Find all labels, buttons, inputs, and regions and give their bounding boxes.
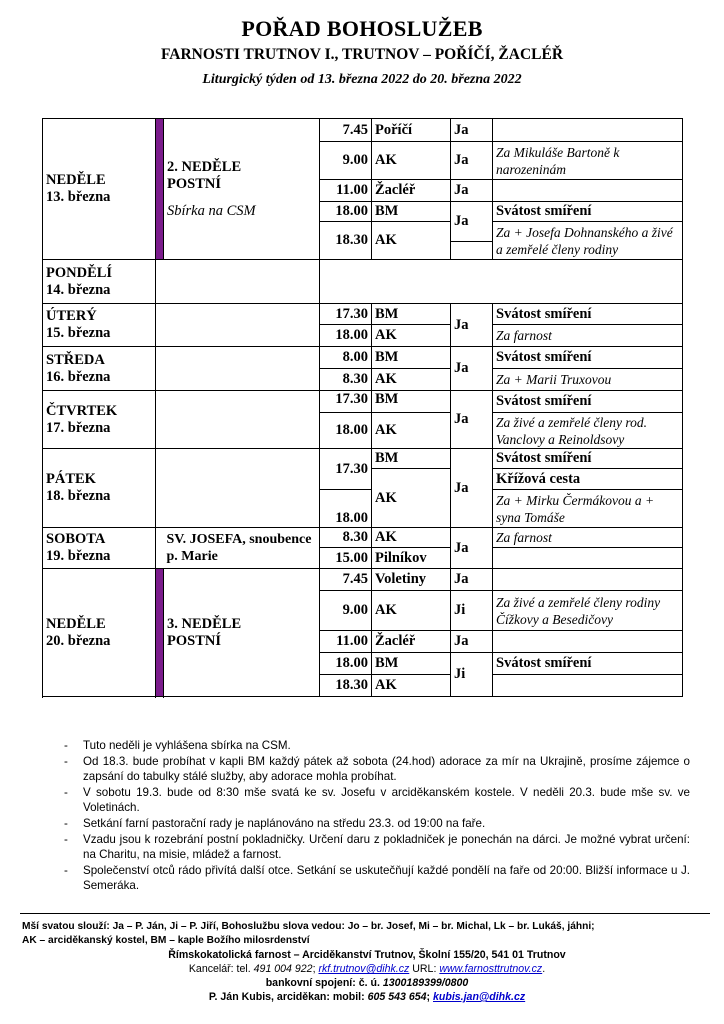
day-cell: NEDĚLE 20. března bbox=[43, 569, 156, 697]
note-cell: Za + Mirku Čermákovou a + syna Tomáše bbox=[493, 490, 683, 528]
table-row bbox=[43, 347, 683, 369]
announcement-item: - V sobotu 19.3. bude od 8:30 mše svatá ke sv. Josefu v arciděkanském kostele. V neděli 20.3. bude mše sv. ve Voletinách. bbox=[60, 785, 690, 815]
footer-legend-places: AK – arciděkanský kostel, BM – kaple Božího milosrdenství bbox=[22, 935, 310, 946]
priest-cell: Ja bbox=[451, 631, 493, 653]
time-cell: 17.30 bbox=[320, 391, 372, 413]
priest-cell: Ji bbox=[451, 653, 493, 697]
place-cell: AK bbox=[372, 142, 451, 180]
time-cell: 9.00 bbox=[320, 142, 372, 180]
place-cell: AK bbox=[372, 528, 451, 548]
note-cell: Svátost smíření bbox=[493, 304, 623, 325]
table-row bbox=[43, 260, 683, 304]
announcement-item: - Setkání farní pastorační rady je naplánováno na středu 23.3. od 19:00 na faře. bbox=[60, 816, 690, 831]
day-cell: STŘEDA 16. března bbox=[43, 347, 156, 391]
note-cell bbox=[493, 675, 683, 697]
time-cell: 18.00 bbox=[320, 490, 372, 528]
office-email-link[interactable]: rkf.trutnov@dihk.cz bbox=[318, 963, 410, 975]
feast-cell bbox=[156, 449, 320, 528]
feast-cell bbox=[156, 391, 320, 449]
place-cell: BM bbox=[372, 449, 451, 469]
priest-cell: Ja bbox=[451, 391, 493, 449]
feast-cell: 3. NEDĚLE POSTNÍ bbox=[164, 569, 320, 697]
time-cell: 17.30 bbox=[320, 449, 372, 490]
footer-divider bbox=[20, 913, 710, 914]
note-cell bbox=[493, 631, 683, 653]
place-cell: Poříčí bbox=[372, 119, 451, 142]
time-cell: 18.30 bbox=[320, 222, 372, 260]
priest-mobile: 605 543 654 bbox=[367, 991, 427, 1003]
note-cell: Za + Josefa Dohnanského a živé a zemřelé členy rodiny bbox=[493, 222, 683, 260]
note-cell: Svátost smíření bbox=[493, 391, 623, 413]
place-cell: BM bbox=[372, 202, 451, 222]
priest-cell: Ja bbox=[451, 180, 493, 202]
feast-cell: SV. JOSEFA, snoubence p. Marie bbox=[164, 528, 320, 569]
office-contact: Kancelář: tel. 491 004 922; rkf.trutnov@dihk.cz URL: www.farnosttrutnov.cz. bbox=[188, 963, 546, 975]
place-cell: AK bbox=[372, 591, 451, 631]
place-cell: BM bbox=[372, 653, 451, 675]
priest-contact: P. Ján Kubis, arciděkan: mobil: 605 543 654; kubis.jan@dihk.cz bbox=[208, 991, 526, 1003]
day-cell: PONDĚLÍ 14. března bbox=[43, 260, 156, 304]
day-cell: PÁTEK 18. března bbox=[43, 449, 156, 528]
feast-cell bbox=[156, 347, 320, 391]
time-cell: 8.00 bbox=[320, 347, 372, 369]
time-cell: 18.00 bbox=[320, 325, 372, 347]
time-cell: 8.30 bbox=[320, 369, 372, 391]
table-row bbox=[43, 449, 683, 469]
time-cell: 11.00 bbox=[320, 631, 372, 653]
place-cell: Voletiny bbox=[372, 569, 451, 591]
place-cell: AK bbox=[372, 325, 451, 347]
time-cell: 11.00 bbox=[320, 180, 372, 202]
note-cell bbox=[493, 548, 683, 569]
note-cell: Křížová cesta bbox=[493, 469, 623, 490]
footer-legend: Mší svatou slouží: Ja – P. Ján, Ji – P. Jiří, Bohoslužbu slova vedou: Jo – br. Josef, Mi – br. Michal, Lk – br. Lukáš, jáhni; bbox=[22, 921, 595, 932]
announcements bbox=[60, 738, 690, 894]
day-cell: ČTVRTEK 17. března bbox=[43, 391, 156, 449]
time-cell: 15.00 bbox=[320, 548, 372, 569]
priest-cell: Ja bbox=[451, 202, 493, 242]
note-cell: Za Mikuláše Bartoně k narozeninám bbox=[493, 142, 683, 180]
priest-cell: Ja bbox=[451, 142, 493, 180]
announcement-item: - Společenství otců rádo přivítá další otce. Setkání se uskutečňují každé pondělí na faře od 20:00. Bližší informace u J. Semeráka. bbox=[60, 863, 690, 893]
liturgical-color-bar bbox=[156, 569, 164, 697]
day-cell: ÚTERÝ 15. března bbox=[43, 304, 156, 347]
priest-cell: Ja bbox=[451, 449, 493, 528]
note-cell: Svátost smíření bbox=[493, 653, 623, 675]
feast-cell: 2. NEDĚLE POSTNÍ Sbírka na CSM bbox=[164, 119, 320, 260]
place-cell: AK bbox=[372, 469, 451, 528]
parish-subtitle: FARNOSTI TRUTNOV I., TRUTNOV – POŘÍČÍ, ŽACLÉŘ bbox=[160, 46, 564, 63]
table-row bbox=[43, 569, 683, 591]
place-cell: Pilníkov bbox=[372, 548, 451, 569]
liturgical-color-bar bbox=[156, 119, 164, 260]
note-cell: Za + Marii Truxovou bbox=[493, 369, 683, 391]
priest-cell: Ji bbox=[451, 591, 493, 631]
week-range: Liturgický týden od 13. března 2022 do 20. března 2022 bbox=[202, 72, 522, 87]
note-cell: Svátost smíření bbox=[493, 347, 623, 369]
priest-cell: Ja bbox=[451, 347, 493, 391]
table-row bbox=[43, 304, 683, 325]
time-cell: 7.45 bbox=[320, 119, 372, 142]
priest-email-link[interactable]: kubis.jan@dihk.cz bbox=[433, 991, 526, 1003]
day-cell: NEDĚLE 13. března bbox=[43, 119, 156, 260]
priest-cell: Ja bbox=[451, 569, 493, 591]
footer bbox=[22, 920, 712, 1004]
note-cell: Za farnost bbox=[493, 325, 683, 347]
note-cell: Za živé a zemřelé členy rod. Vanclovy a Reinoldsovy bbox=[493, 413, 683, 449]
time-cell: 18.00 bbox=[320, 413, 372, 449]
place-cell: Žacléř bbox=[372, 631, 451, 653]
time-cell: 9.00 bbox=[320, 591, 372, 631]
bank-info: bankovní spojení: č. ú. 1300189399/0800 bbox=[265, 977, 469, 989]
note-cell: Za farnost bbox=[493, 528, 683, 548]
website-link[interactable]: www.farnosttrutnov.cz bbox=[439, 963, 543, 975]
day-cell: SOBOTA 19. března bbox=[43, 528, 156, 569]
place-cell: AK bbox=[372, 413, 451, 449]
place-cell: BM bbox=[372, 304, 451, 325]
priest-cell: Ja bbox=[451, 119, 493, 142]
announcement-item: - Vzadu jsou k rozebrání postní pokladničky. Určení daru z pokladniček je ponechán na dárci. Je možné vybrat určení: na Charitu, na misie, mládež a farnost. bbox=[60, 832, 690, 862]
note-cell: Svátost smíření bbox=[493, 449, 623, 469]
place-cell: BM bbox=[372, 347, 451, 369]
schedule-table bbox=[42, 118, 683, 697]
priest-cell: Ja bbox=[451, 304, 493, 347]
empty-cell bbox=[320, 260, 683, 304]
note-cell bbox=[493, 119, 683, 142]
place-cell: AK bbox=[372, 369, 451, 391]
office-phone: 491 004 922 bbox=[253, 963, 313, 975]
table-row bbox=[43, 528, 683, 548]
time-cell: 8.30 bbox=[320, 528, 372, 548]
feast-cell bbox=[156, 260, 320, 304]
time-cell: 7.45 bbox=[320, 569, 372, 591]
place-cell: Žacléř bbox=[372, 180, 451, 202]
place-cell: AK bbox=[372, 222, 451, 260]
announcement-item: - Tuto neděli je vyhlášena sbírka na CSM. bbox=[60, 738, 690, 753]
time-cell: 17.30 bbox=[320, 304, 372, 325]
priest-cell: Ja bbox=[451, 528, 493, 569]
announcement-item: - Od 18.3. bude probíhat v kapli BM každý pátek až sobota (24.hod) adorace za mír na Ukrajině, prosíme zájemce o zapsání do tabulky stálé služby, aby adorace mohla probíhat. bbox=[60, 754, 690, 784]
table-row bbox=[43, 119, 683, 142]
table-row bbox=[43, 391, 683, 413]
place-cell: BM bbox=[372, 391, 451, 413]
note-cell bbox=[493, 180, 683, 202]
time-cell: 18.00 bbox=[320, 653, 372, 675]
time-cell: 18.30 bbox=[320, 675, 372, 697]
note-cell bbox=[493, 569, 683, 591]
page-title: POŘAD BOHOSLUŽEB bbox=[241, 16, 483, 41]
note-cell: Za živé a zemřelé členy rodiny Čížkovy a Besedičovy bbox=[493, 591, 683, 631]
parish-address: Římskokatolická farnost – Arciděkanství Trutnov, Školní 155/20, 541 01 Trutnov bbox=[168, 949, 566, 961]
place-cell: AK bbox=[372, 675, 451, 697]
feast-cell bbox=[156, 304, 320, 347]
note-cell: Svátost smíření bbox=[493, 202, 623, 222]
time-cell: 18.00 bbox=[320, 202, 372, 222]
